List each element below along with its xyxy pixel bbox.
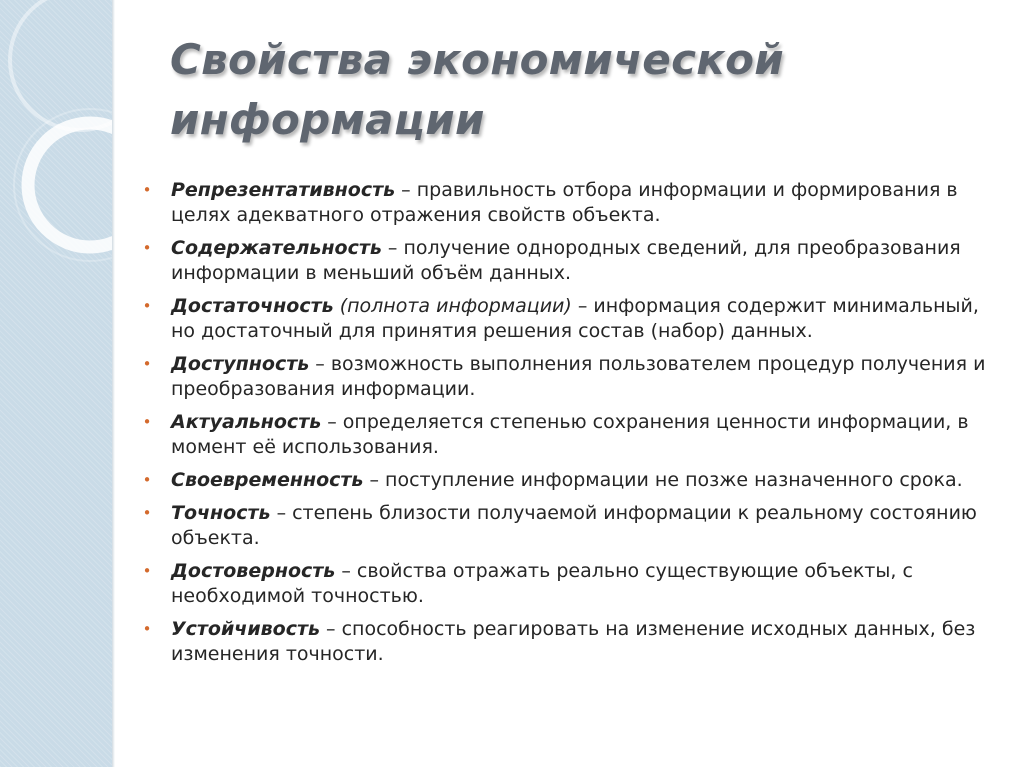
bullet-icon: • bbox=[142, 355, 152, 373]
item-description: – поступление информации не позже назначенного срока. bbox=[363, 469, 963, 491]
item-description: – информация содержит минимальный, но достаточный для принятия решения состав (набор) данных. bbox=[171, 295, 979, 342]
item-term: Точность bbox=[171, 502, 271, 524]
item-term: Актуальность bbox=[171, 411, 322, 433]
list-item bbox=[140, 178, 1000, 228]
list-item bbox=[140, 410, 1000, 460]
item-term: Достаточность bbox=[171, 295, 334, 317]
list-item bbox=[140, 501, 1000, 551]
list-item bbox=[140, 559, 1000, 609]
side-band-edge bbox=[112, 0, 115, 767]
item-description: – получение однородных сведений, для преобразования информации в меньший объём данных. bbox=[171, 237, 961, 284]
item-term: Достоверность bbox=[171, 560, 336, 582]
bullet-icon: • bbox=[142, 562, 152, 580]
item-note: (полнота информации) bbox=[333, 295, 572, 317]
item-term: Своевременность bbox=[171, 469, 364, 491]
list-item bbox=[140, 352, 1000, 402]
item-description: – способность реагировать на изменение исходных данных, без изменения точности. bbox=[171, 618, 976, 665]
bullet-icon: • bbox=[142, 239, 152, 257]
slide-title: Свойства экономической информации bbox=[170, 35, 784, 144]
list-item bbox=[140, 617, 1000, 667]
item-description: – правильность отбора информации и формирования в целях адекватного отражения свойств объекта. bbox=[171, 179, 958, 226]
list-item bbox=[140, 236, 1000, 286]
bullet-icon: • bbox=[142, 620, 152, 638]
decorative-circles-icon bbox=[0, 0, 112, 767]
bullet-icon: • bbox=[142, 471, 152, 489]
item-description: – свойства отражать реально существующие объекты, с необходимой точностью. bbox=[171, 560, 913, 607]
bullet-icon: • bbox=[142, 413, 152, 431]
item-description: – степень близости получаемой информации к реальному состоянию объекта. bbox=[171, 502, 977, 549]
item-term: Доступность bbox=[171, 353, 310, 375]
item-description: – возможность выполнения пользователем процедур получения и преобразования информации. bbox=[171, 353, 986, 400]
bullet-icon: • bbox=[142, 181, 152, 199]
item-term: Устойчивость bbox=[171, 618, 321, 640]
item-description: – определяется степенью сохранения ценности информации, в момент её использования. bbox=[171, 411, 969, 458]
decorative-side-band bbox=[0, 0, 112, 767]
bullet-icon: • bbox=[142, 504, 152, 522]
list-item bbox=[140, 468, 1000, 493]
bullet-icon: • bbox=[142, 297, 152, 315]
item-term: Репрезентативность bbox=[171, 179, 396, 201]
item-term: Содержательность bbox=[171, 237, 382, 259]
list-item bbox=[140, 294, 1000, 344]
property-list bbox=[140, 178, 1000, 675]
